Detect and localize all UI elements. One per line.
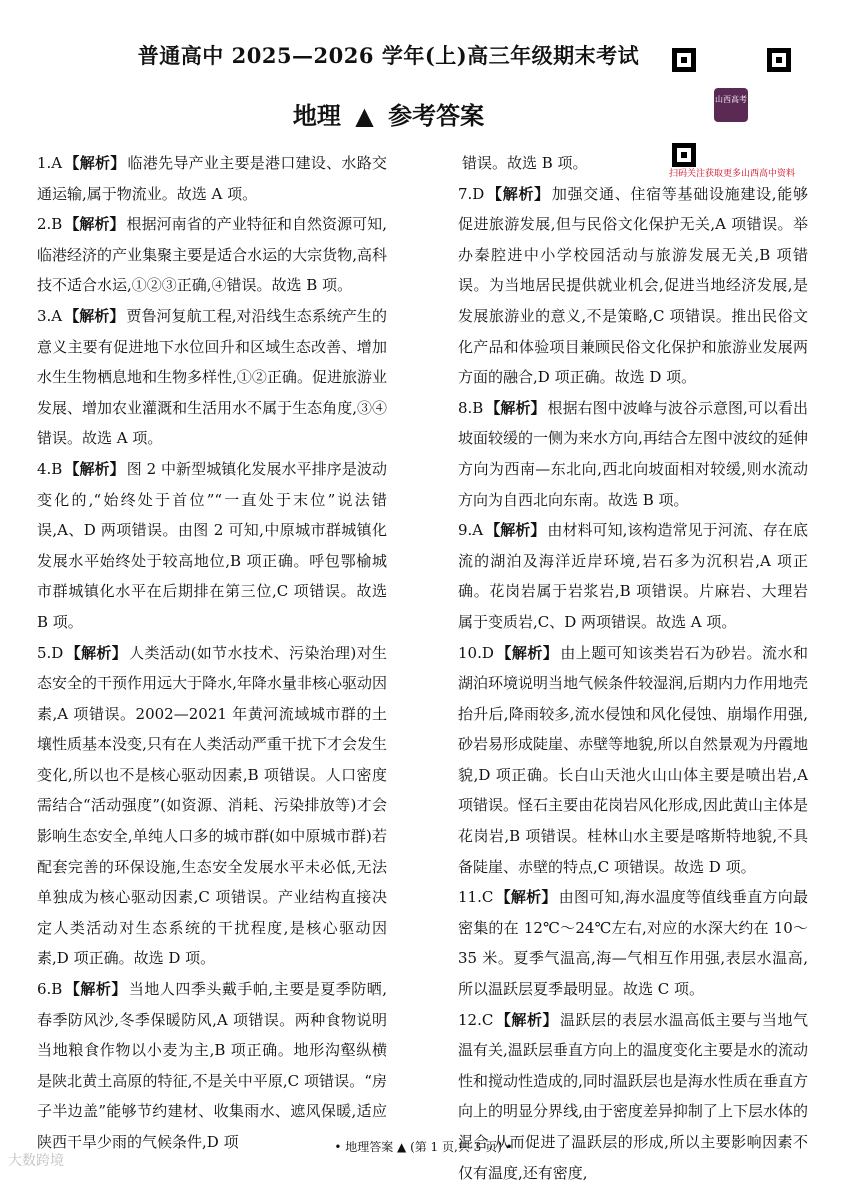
answer-item: 12.C 【解析】 温跃层的表层水温高低主要与当地气温有关,温跃层垂直方向上的温度变化主要是水的流动性和搅动性造成的,同时温跃层也是海水性质在垂直方向上的明显分界线,由于密度差异抑制了上下层水体的混合,从而促进了温跃层的形成,所以主要影响因素不仅有温度,还有密度, <box>458 1010 808 1182</box>
left-column <box>37 148 387 1158</box>
answer-item: 8.B 【解析】 根据右图中波峰与波谷示意图,可以看出坡面较缓的一侧为来水方向,再结合左图中波纹的延伸方向为西南—东北向,西北向坡面相对较缓,则水流动方向为自西北向东南。故选 B 项。 <box>458 398 808 509</box>
answer-item: 2.B 【解析】 根据河南省的产业特征和自然资源可知,临港经济的产业集聚主要是适合水运的大宗货物,高科技不适合水运,①②③正确,④错误。故选 B 项。 <box>37 215 387 295</box>
answer-item: 3.A 【解析】 贾鲁河复航工程,对沿线生态系统产生的意义主要有促进地下水位回升和区域生态改善、增加水生生物栖息地和生物多样性,①②正确。促进旅游业发展、增加农业灌溉和生活用水不属于生态角度,③④错误。故选 A 项。 <box>37 306 387 448</box>
exam-title: 普通高中 2025—2026 学年(上)高三年级期末考试 <box>137 43 640 68</box>
answer-item: 6.B 【解析】 当地人四季头戴手帕,主要是夏季防晒,春季防风沙,冬季保暖防风,A 项错误。两种食物说明当地粮食作物以小麦为主,B 项正确。地形沟壑纵横是陕北黄土高原的特征,不是关中平原,C 项错误。“房子半边盖”能够节约建材、收集雨水、遮风保暖,适应陕西干旱少雨的气候条件,D 项 <box>37 980 387 1151</box>
qr-finder-icon <box>767 48 791 72</box>
qr-caption: 扫码关注获取更多山西高中资料 <box>668 169 795 179</box>
answer-item: 错误。故选 B 项。 <box>462 154 588 172</box>
answer-item: 11.C 【解析】 由图可知,海水温度等值线垂直方向最密集的在 12℃～24℃左右,对应的水深大约在 10～35 米。夏季气温高,海—气相互作用强,表层水温高,所以温跃层夏季最明显。故选 C 项。 <box>458 888 808 999</box>
answer-item: 1.A 【解析】 临港先导产业主要是港口建设、水路交通运输,属于物流业。故选 A 项。 <box>37 154 387 203</box>
right-column <box>458 148 808 1188</box>
answer-item: 9.A 【解析】 由材料可知,该构造常见于河流、存在底流的湖泊及海洋近岸环境,岩石多为沉积岩,A 项正确。花岗岩属于岩浆岩,B 项错误。片麻岩、大理岩属于变质岩,C、D 两项错误。故选 A 项。 <box>458 521 808 631</box>
answer-item: 5.D 【解析】 人类活动(如节水技术、污染治理)对生态安全的干预作用远大于降水,年降水量非核心驱动因素,A 项错误。2002—2021 年黄河流域城市群的土壤性质基本没变,只有在人类活动严重干扰下才会发生变化,所以也不是核心驱动因素,B 项错误。人口密度需结合“活动强度”(如资源、消耗、污染排放等)才会影响生态安全,单纯人口多的城市群(如中原城市群)若配套完善的环保设施,生态安全发展水平未必低,无法单独成为核心驱动因素,C 项错误。产业结构直接决定人类活动对生态系统的干扰程度,是核心驱动因素,D 项正确。故选 D 项。 <box>37 643 387 968</box>
watermark-logo: 大数跨境 <box>8 1153 64 1169</box>
answer-item: 4.B 【解析】 图 2 中新型城镇化发展水平排序是波动变化的,“始终处于首位”“一直处于末位”说法错误,A、D 两项错误。由图 2 可知,中原城市群城镇化发展水平始终处于较高地位,B 项正确。呼包鄂榆城市群城镇化水平在后期排在第三位,C 项错误。故选 B 项。 <box>37 459 387 631</box>
answer-item: 7.D 【解析】 加强交通、住宿等基础设施建设,能够促进旅游发展,但与民俗文化保护无关,A 项错误。举办秦腔进中小学校园活动与旅游发展无关,B 项错误。为当地居民提供就业机会,促进当地经济发展,是发展旅游业的意义,不是策略,C 项错误。推出民俗文化产品和体验项目兼顾民俗文化保护和旅游业发展两方面的融合,D 项正确。故选 D 项。 <box>458 184 808 387</box>
page-footer: • 地理答案 ▲ (第 1 页,共 3 页) • <box>334 1140 513 1154</box>
qr-logo: 山西高考 <box>714 88 748 122</box>
answer-subtitle: 地理 ▲ 参考答案 <box>292 101 485 130</box>
qr-finder-icon <box>672 48 696 72</box>
answer-item: 10.D 【解析】 由上题可知该类岩石为砂岩。流水和湖泊环境说明当地气候条件较湿润,后期内力作用地壳抬升后,降雨较多,流水侵蚀和风化侵蚀、崩塌作用强,砂岩易形成陡崖、赤壁等地貌,所以自然景观为丹霞地貌,D 项正确。长白山天池火山山体主要是喷出岩,A 项错误。怪石主要由花岗岩风化形成,因此黄山主体是花岗岩,B 项错误。桂林山水主要是喀斯特地貌,不具备陡崖、赤壁的特点,C 项错误。故选 D 项。 <box>458 643 808 876</box>
